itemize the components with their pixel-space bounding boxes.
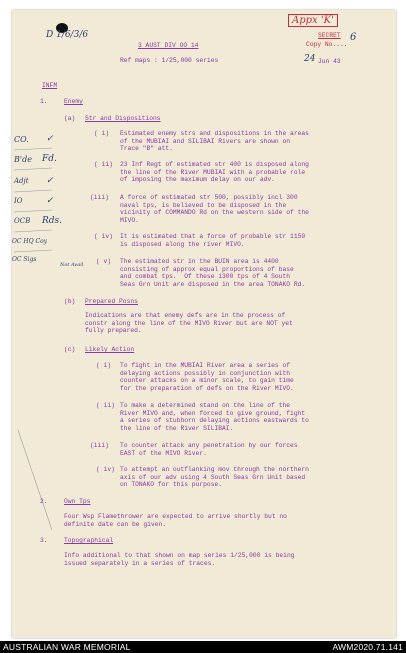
para-a-iv-line-1: It is estimated that a force of probable str 1150 — [120, 233, 306, 240]
subsection-c-letter: (c) — [64, 346, 76, 353]
para-a-v-line-4: Seas Grn Unit are disposed in the area TONAKO Rd. — [120, 280, 306, 288]
margin-tick-2: ✓ — [46, 176, 54, 186]
para-c-i-number: ( i) — [96, 362, 112, 369]
margin-note-io: IO — [14, 197, 23, 205]
margin-initials-fd: Fd. — [42, 154, 57, 164]
security-classification: SECRET — [318, 32, 341, 39]
para-b-line-2: constr along the line of the MIVO River but are NOT yet — [85, 319, 293, 327]
para-b-line-3: fully prepared. — [85, 327, 142, 334]
section-2-line-1: Four Wsp Flamethrower are expected to arrive shortly but no — [64, 513, 287, 520]
margin-note-ocb: OCB — [14, 217, 31, 225]
footer-bar — [0, 641, 406, 653]
copy-number-label: Copy No.... — [306, 41, 348, 48]
section-1-title: Enemy — [64, 98, 83, 105]
para-a-iii-line-4: MIVO. — [120, 216, 139, 224]
para-c-iii-number: (iii) — [90, 442, 109, 449]
subsection-b-letter: (b) — [64, 298, 76, 305]
para-a-iii-line-2: naval tps, is believed to be disposed in the — [120, 201, 287, 209]
margin-pencil-marks — [12, 130, 72, 560]
para-a-i-line-1: Estimated enemy strs and dispositions in the areas — [120, 130, 309, 137]
footer-accession-number: AWM2020.71.141 — [332, 642, 403, 652]
para-a-i-line-3: Trace "B" att. — [120, 145, 173, 152]
margin-note-not-avail: Not Avail — [60, 262, 84, 268]
date-month-year: Jun 43 — [318, 58, 341, 65]
margin-initials-rds: Rds. — [42, 216, 63, 226]
para-a-v-number: ( v) — [96, 258, 112, 265]
subsection-a-letter: (a) — [64, 115, 76, 122]
section-1-number: 1. — [40, 98, 48, 105]
section-3-number: 3. — [40, 537, 48, 544]
para-a-iv-number: ( iv) — [94, 233, 113, 240]
para-a-i-line-2: of the MUBIAI and SILIBAI Rivers are shown on — [120, 137, 291, 145]
para-a-v-line-1: The estimated str in the BUIN area is 4400 — [120, 258, 279, 265]
para-c-ii-line-3: a series of stubborn delaying actions eastwards to — [120, 417, 309, 424]
margin-note-adjt: Adjt — [14, 177, 29, 185]
para-a-ii-line-3: of imposing the maximum delay on our adv. — [120, 176, 275, 183]
map-reference: Ref maps : 1/25,000 series — [120, 57, 219, 64]
para-c-ii-line-2: River MIVO and, when forced to give ground, fight — [120, 409, 306, 417]
para-c-i-line-2: delaying actions possibly in conjunction with — [120, 369, 291, 377]
margin-note-bde: B'de — [14, 155, 32, 164]
para-c-i-line-1: To fight in the MUBIAI River area a series of — [120, 362, 291, 369]
para-a-v-line-3: and combat tps. Of these 1300 tps of 4 South — [120, 273, 291, 280]
para-c-iii-line-1: To counter attack any penetration by our forces — [120, 442, 298, 449]
para-b-line-1: Indications are that enemy defs are in the process of — [85, 312, 286, 319]
para-c-ii-line-4: the line of the River SILIBAI. — [120, 424, 234, 432]
footer-institution: AUSTRALIAN WAR MEMORIAL — [3, 642, 131, 652]
margin-note-oc-hq-coy: OC HQ Coy — [12, 238, 48, 245]
para-a-iii-line-3: vicinity of COMMANDO Rd on the western side of the — [120, 209, 309, 216]
section-2-number: 2. — [40, 498, 48, 505]
para-a-iv-line-2: is disposed along the river MIVO. — [120, 240, 245, 248]
para-a-ii-line-1: 23 Inf Regt of estimated str 400 is disposed along — [120, 161, 309, 168]
para-c-iv-number: ( iv) — [96, 466, 115, 473]
document-title: 3 AUST DIV OO 14 — [138, 42, 199, 49]
para-c-i-line-4: for the preparation of defs on the River MIVO. — [120, 384, 294, 392]
section-3-line-2: issued separately in a series of traces. — [64, 559, 216, 567]
file-reference-handwritten: D 1/6/3/6 — [46, 30, 89, 40]
para-a-ii-number: ( ii) — [94, 161, 113, 168]
para-c-iv-line-3: on TONAKO for this purpose. — [120, 481, 223, 488]
section-3-line-1: Info additional to that shown on map series 1/25,000 is being — [64, 552, 295, 559]
margin-tick-3: ✓ — [46, 196, 54, 206]
heading-infm: INFM — [42, 82, 58, 89]
document-page — [12, 10, 396, 638]
para-c-iii-line-2: EAST of the MIVO River. — [120, 449, 207, 457]
para-c-iv-line-2: axis of our adv using 4 South Seas Grn Unit based — [120, 473, 306, 481]
subsection-c-title: Likely Action — [85, 346, 135, 353]
margin-tick-1: ✓ — [46, 134, 54, 144]
subsection-b-title: Prepared Posns — [85, 298, 138, 305]
section-2-title: Own Tps — [64, 498, 91, 505]
para-a-iii-number: (iii) — [90, 194, 109, 201]
date-day-handwritten: 24 — [304, 54, 316, 64]
appendix-stamp: Appx 'K' — [288, 14, 338, 27]
copy-number-handwritten: 6 — [350, 32, 357, 43]
para-a-v-line-2: consisting of approx equal proportions of base — [120, 265, 294, 273]
section-2-line-2: definite date can be given. — [64, 520, 167, 528]
margin-note-oc-sigs: OC Sigs — [12, 256, 37, 263]
para-c-ii-number: ( ii) — [96, 402, 115, 409]
para-a-iii-line-1: A force of estimated str 500, possibly incl 300 — [120, 194, 298, 201]
section-3-title: Topographical — [64, 537, 114, 544]
margin-note-co: CO. — [14, 135, 29, 144]
para-a-i-number: ( i) — [94, 130, 110, 137]
para-c-ii-line-1: To make a determined stand on the line of the — [120, 402, 291, 409]
para-c-iv-line-1: To attempt an outflanking mov through the northern — [120, 466, 309, 473]
para-a-ii-line-2: the line of the River MUBIAI with a probable role — [120, 168, 306, 176]
subsection-a-title: Str and Dispositions — [85, 115, 161, 122]
para-c-i-line-3: counter attacks on a minor scale, to gain time — [120, 377, 294, 384]
